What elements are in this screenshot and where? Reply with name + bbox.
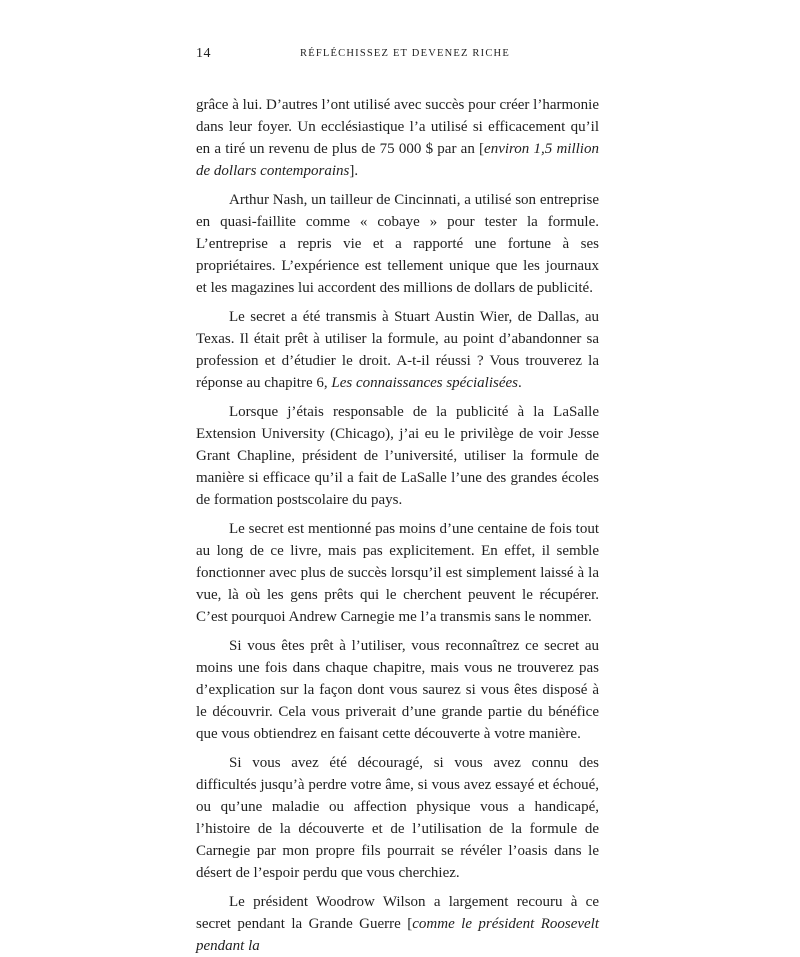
paragraph-8: [196, 891, 599, 957]
body-text: [196, 94, 599, 957]
paragraph-8-italic: comme le président Roosevelt pendant la: [196, 916, 599, 954]
paragraph-3-italic: Les connaissances spécialisées: [331, 375, 518, 391]
paragraph-1-text: grâce à lui. D’autres l’ont utilisé avec succès pour créer l’harmonie dans leur foyer. Un ecclésiastique l’a utilisé si efficacement qu’il en a tiré un revenu de plus de 75 000 $ par an [: [196, 97, 599, 157]
paragraph-8-text: Le président Woodrow Wilson a largement recouru à ce secret pendant la Grande Guerre [: [196, 894, 599, 932]
page-header: [196, 46, 614, 66]
paragraph-3-tail: .: [518, 375, 522, 391]
running-title: RÉFLÉCHISSEZ ET DEVENEZ RICHE: [300, 48, 510, 59]
paragraph-2: Arthur Nash, un tailleur de Cincinnati, a utilisé son entreprise en quasi-faillite comme « cobaye » pour tester la formule. L’entreprise a repris vie et a rapporté une fortune à ses propriétaires. L’expérience est tellement unique que les journaux et les magazines lui accordent des millions de dollars de publicité.: [196, 192, 599, 296]
paragraph-5: Le secret est mentionné pas moins d’une centaine de fois tout au long de ce livre, mais pas explicitement. En effet, il semble fonctionner avec plus de succès lorsqu’il est simplement laissé à la vue, là où les gens prêts qui le cherchent peuvent le récupérer. C’est pourquoi Andrew Carnegie me l’a transmis sans le nommer.: [196, 521, 599, 625]
paragraph-3-text: Le secret a été transmis à Stuart Austin Wier, de Dallas, au Texas. Il était prêt à utiliser la formule, au point d’abandonner sa profession et d’étudier le droit. A-t-il réussi ? Vous trouverez la réponse au chapitre 6,: [196, 309, 599, 391]
paragraph-4: Lorsque j’étais responsable de la publicité à la LaSalle Extension University (Chicago), j’ai eu le privilège de voir Jesse Grant Chapline, président de l’université, utiliser la formule de manière si efficace qu’il a fait de LaSalle l’une des grandes écoles de formation postscolaire du pays.: [196, 404, 599, 508]
page-number: 14: [196, 46, 211, 61]
paragraph-1: [196, 94, 599, 182]
paragraph-1-italic: environ 1,5 million de dollars contemporains: [196, 141, 599, 179]
paragraph-6: Si vous êtes prêt à l’utiliser, vous reconnaîtrez ce secret au moins une fois dans chaque chapitre, mais vous ne trouverez pas d’explication sur la façon dont vous saurez si vous êtes disposé à le découvrir. Cela vous priverait d’une grande partie du bénéfice que vous obtiendrez en faisant cette découverte à votre manière.: [196, 638, 599, 742]
paragraph-3: [196, 306, 599, 394]
paragraph-1-tail: ].: [349, 163, 359, 179]
paragraph-7: Si vous avez été découragé, si vous avez connu des difficultés jusqu’à perdre votre âme, si vous avez essayé et échoué, ou qu’une maladie ou affection physique vous a handicapé, l’histoire de la découverte et de l’utilisation de la formule de Carnegie par mon propre fils pourrait se révéler l’oasis dans le désert de l’espoir perdu que vous cherchiez.: [196, 755, 599, 881]
